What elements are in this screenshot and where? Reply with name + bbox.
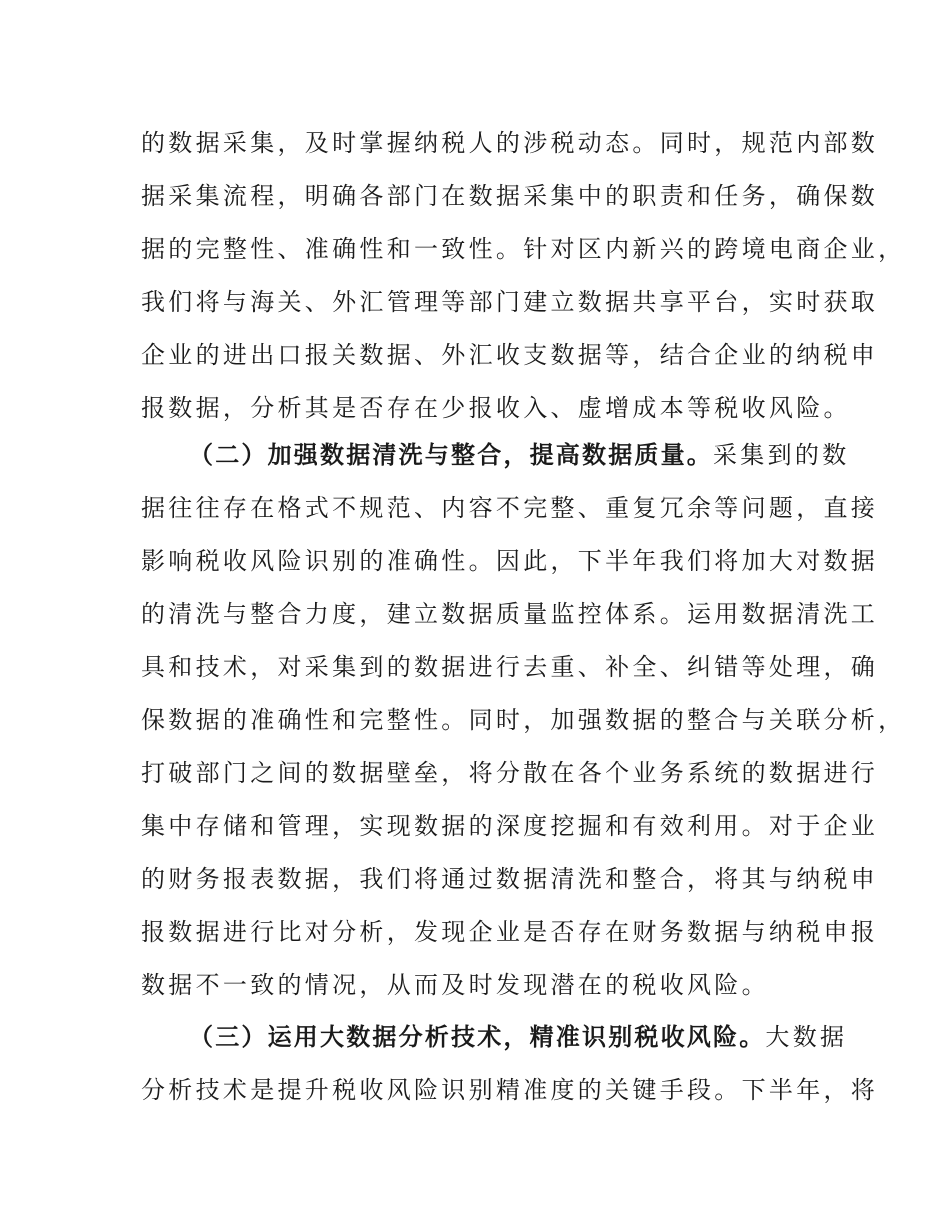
paragraph-line: 报数据进行比对分析，发现企业是否存在财务数据与纳税申报 — [141, 918, 879, 946]
paragraph-text: 采集到的数 — [713, 441, 850, 469]
paragraph-line: 打破部门之间的数据壁垒，将分散在各个业务系统的数据进行 — [141, 759, 879, 787]
paragraph-line: 保数据的准确性和完整性。同时，加强数据的整合与关联分析， — [141, 706, 906, 734]
section-heading: （二）加强数据清洗与整合，提高数据质量。 — [189, 441, 713, 469]
paragraph-line: 据往往存在格式不规范、内容不完整、重复冗余等问题，直接 — [141, 494, 879, 522]
paragraph-first-line — [189, 440, 850, 470]
paragraph-line: 据采集流程，明确各部门在数据采集中的职责和任务，确保数 — [141, 182, 879, 210]
paragraph-line: 具和技术，对采集到的数据进行去重、补全、纠错等处理，确 — [141, 653, 879, 681]
paragraph-line: 数据不一致的情况，从而及时发现潜在的税收风险。 — [141, 971, 769, 999]
paragraph-line: 分析技术是提升税收风险识别精准度的关键手段。下半年，将 — [141, 1076, 879, 1104]
paragraph-line: 集中存储和管理，实现数据的深度挖掘和有效利用。对于企业 — [141, 812, 879, 840]
paragraph-line: 我们将与海关、外汇管理等部门建立数据共享平台，实时获取 — [141, 288, 879, 316]
paragraph-line: 企业的进出口报关数据、外汇收支数据等，结合企业的纳税申 — [141, 341, 879, 369]
paragraph-line: 报数据，分析其是否存在少报收入、虚增成本等税收风险。 — [141, 394, 851, 422]
paragraph-line: 影响税收风险识别的准确性。因此，下半年我们将加大对数据 — [141, 547, 879, 575]
paragraph-line: 的财务报表数据，我们将通过数据清洗和整合，将其与纳税申 — [141, 865, 879, 893]
paragraph-line: 的清洗与整合力度，建立数据质量监控体系。运用数据清洗工 — [141, 600, 879, 628]
paragraph-line: 的数据采集，及时掌握纳税人的涉税动态。同时，规范内部数 — [141, 129, 879, 157]
section-heading: （三）运用大数据分析技术，精准识别税收风险。 — [189, 1023, 766, 1051]
paragraph-text: 大数据 — [765, 1023, 848, 1051]
paragraph-line: 据的完整性、准确性和一致性。针对区内新兴的跨境电商企业， — [141, 235, 906, 263]
paragraph-first-line — [189, 1022, 847, 1052]
